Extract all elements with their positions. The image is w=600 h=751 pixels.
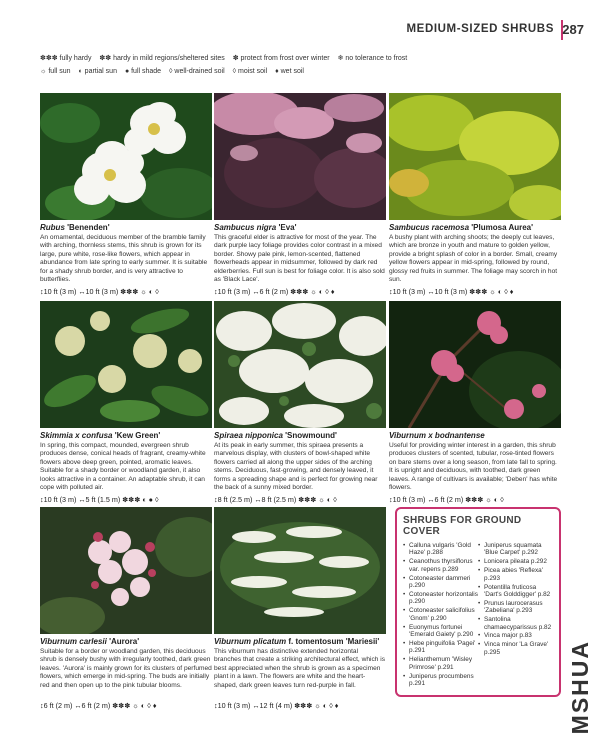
- plant-stats: ↕6 ft (2 m) ↔6 ft (2 m) ✽✽✽ ☼ ◐ ◊ ♦: [40, 701, 157, 710]
- list-item: • Prunus laurocerasus 'Zabeliana' p.293: [478, 600, 553, 615]
- plant-stats: ↕10 ft (3 m) ↔6 ft (2 m) ✽✽✽ ☼ ◐ ◊: [389, 495, 504, 504]
- photo-sambucus-racemosa: [389, 93, 561, 220]
- key-line-conditions: [40, 65, 560, 78]
- ground-cover-col-2: [478, 542, 553, 689]
- ground-cover-col-1: [403, 542, 478, 689]
- plant-name: Sambucus nigra 'Eva': [214, 223, 297, 232]
- plant-card-spiraea: [214, 301, 386, 504]
- key-protect-frost: ✽ protect from frost over winter: [232, 55, 330, 62]
- plant-card-rubus: [40, 93, 212, 296]
- plant-stats: ↕10 ft (3 m) ↔10 ft (3 m) ✽✽✽ ☼ ◐ ◊ ♦: [389, 287, 514, 296]
- key-full-shade: ● full shade: [124, 68, 162, 75]
- plant-stats: ↕10 ft (3 m) ↔6 ft (2 m) ✽✽✽ ☼ ◐ ◊ ♦: [214, 287, 335, 296]
- ground-cover-panel: [395, 507, 561, 697]
- plant-description: This graceful elder is attractive for most of the year. The dark purple lacy foliage provides color contrast in a mixed border. Showy pale pink, lemon-scented, flattened flowerheads appear in midsummer, followed by dark red elderberries. Full sun is best for foliage color. It is also sold as 'Black Lace'.: [214, 234, 385, 284]
- plant-stats: ↕8 ft (2.5 m) ↔8 ft (2.5 m) ✽✽✽ ☼ ◐ ◊: [214, 495, 337, 504]
- ground-cover-title: SHRUBS FOR GROUND COVER: [403, 515, 522, 537]
- list-item: • Cotoneaster salicifolius 'Gnom' p.290: [403, 607, 478, 622]
- photo-viburnum-bodnantense: [389, 301, 561, 428]
- plant-card-skimmia: [40, 301, 212, 504]
- key-partial-sun: ◐ partial sun: [78, 68, 117, 75]
- plant-name: Sambucus racemosa 'Plumosa Aurea': [389, 223, 534, 232]
- list-item: • Cotoneaster horizontalis p.290: [403, 591, 478, 606]
- list-item: • Lonicera pileata p.292: [478, 558, 553, 565]
- page-header: [0, 14, 600, 44]
- plant-card-viburnum-carlesii: [40, 507, 212, 710]
- photo-skimmia: [40, 301, 212, 428]
- plant-card-viburnum-bodnantense: [389, 301, 561, 504]
- plant-name: Skimmia x confusa 'Kew Green': [40, 431, 161, 440]
- list-item: • Ceanothus thyrsiflorus var. repens p.289: [403, 558, 478, 573]
- list-item: • Helianthemum 'Wisley Primrose' p.291: [403, 656, 478, 671]
- key-well-drained: ◊ well-drained soil: [169, 68, 225, 75]
- key-fully-hardy: ✽✽✽ fully hardy: [40, 55, 92, 62]
- key-line-hardiness: [40, 52, 560, 65]
- ground-cover-lists: [403, 542, 553, 689]
- list-item: • Calluna vulgaris 'Gold Haze' p.288: [403, 542, 478, 557]
- key-wet: ♦ wet soil: [275, 68, 304, 75]
- photo-spiraea: [214, 301, 386, 428]
- photo-sambucus-eva: [214, 93, 386, 220]
- plant-name: Viburnum carlesii 'Aurora': [40, 637, 140, 646]
- list-item: • Juniperus squamata 'Blue Carpet' p.292: [478, 542, 553, 557]
- plant-name: Spiraea nipponica 'Snowmound': [214, 431, 337, 440]
- key-full-sun: ☼ full sun: [40, 68, 71, 75]
- plant-name: Viburnum x bodnantense: [389, 431, 485, 440]
- section-title: MEDIUM-SIZED SHRUBS: [406, 23, 554, 35]
- list-item: • Cotoneaster dammeri p.290: [403, 575, 478, 590]
- plant-stats: ↕10 ft (3 m) ↔5 ft (1.5 m) ✽✽✽ ◐ ● ◊: [40, 495, 159, 504]
- symbol-key: [40, 52, 560, 78]
- key-hardy-mild: ✽✽ hardy in mild regions/sheltered sites: [99, 55, 225, 62]
- plant-card-sambucus-eva: [214, 93, 386, 296]
- plant-description: In spring, this compact, mounded, evergreen shrub produces dense, conical heads of fragrant, creamy-white flowers above deep green, pointed, aromatic leaves. Suitable for a shady border or woodland garden, it also looks attractive in a container. An adaptable shrub, it can cope with polluted air.: [40, 442, 206, 492]
- plant-card-sambucus-racemosa: [389, 93, 561, 296]
- plant-name: Viburnum plicatum f. tomentosum 'Mariesii': [214, 637, 380, 646]
- plant-description: This viburnum has distinctive extended horizontal branches that create a striking architectural effect, which is best appreciated when the shrub is grown as a specimen plant in a lawn. The flowers are white and the heart-shaped, dark green leaves turn red-purple in fall.: [214, 648, 386, 689]
- list-item: • Hebe pinguifolia 'Pagei' p.291: [403, 640, 478, 655]
- page-number: 287: [562, 22, 584, 37]
- list-item: • Euonymus fortunei 'Emerald Gaiety' p.290: [403, 624, 478, 639]
- plant-description: At its peak in early summer, this spiraea presents a marvelous display, with clusters of bowl-shaped white flowers carried all along the upper sides of the arching stems. Deciduous, fast-growing, and densely leaved, it forms a spreading shape and is perfect for growing near the back of a sunny mixed border.: [214, 442, 378, 492]
- list-item: • Juniperus procumbens p.291: [403, 673, 478, 688]
- plant-description: A bushy plant with arching shoots; the deeply cut leaves, which are bronze in youth and mature to golden yellow, provide a bright splash of color in a border. Small, creamy yellow flowers appear in mid-spring, followed by round, glossy red fruits in summer. The foliage may scorch in hot sun.: [389, 234, 558, 284]
- list-item: • Vinca minor 'La Grave' p.295: [478, 641, 553, 656]
- plant-description: Suitable for a border or woodland garden, this deciduous shrub is densely bushy with irregularly toothed, dark green leaves. 'Aurora' is mainly grown for its clusters of perfumed flowers, which emerge in mid-spring. The buds are initially red and then open up to the pink tubular blooms.: [40, 648, 212, 689]
- plant-description: Useful for providing winter interest in a garden, this shrub produces clusters of scented, tubular, rose-tinted flowers on bare stems over a long season, from late fall to spring. It is upright and deciduous, with toothed, dark green leaves. A range of cultivars is available; 'Deben' has white flowers.: [389, 442, 558, 492]
- watermark: MSHUA: [567, 640, 593, 735]
- key-moist: ◊ moist soil: [232, 68, 268, 75]
- key-no-frost: ❄ no tolerance to frost: [337, 55, 408, 62]
- plant-description: An ornamental, deciduous member of the bramble family with arching, thornless stems, this shrub is grown for its large, pure white, rose-like flowers, which appear in abundance from late spring to early summer. It is suitable for a shady shrub border, and is very attractive to butterflies.: [40, 234, 208, 284]
- plant-stats: ↕10 ft (3 m) ↔10 ft (3 m) ✽✽✽ ☼ ◐ ◊: [40, 287, 159, 296]
- photo-viburnum-plicatum: [214, 507, 386, 634]
- plant-name: Rubus 'Benenden': [40, 223, 110, 232]
- plant-card-viburnum-plicatum: [214, 507, 386, 710]
- photo-rubus: [40, 93, 212, 220]
- list-item: • Santolina chamaecyparissus p.82: [478, 616, 553, 631]
- photo-viburnum-carlesii: [40, 507, 212, 634]
- plant-stats: ↕10 ft (3 m) ↔12 ft (4 m) ✽✽✽ ☼ ◐ ◊ ♦: [214, 701, 339, 710]
- list-item: • Picea abies 'Reflexa' p.293: [478, 567, 553, 582]
- list-item: • Vinca major p.83: [478, 632, 553, 639]
- list-item: • Potentilla fruticosa 'Dart's Golddigger' p.82: [478, 584, 553, 599]
